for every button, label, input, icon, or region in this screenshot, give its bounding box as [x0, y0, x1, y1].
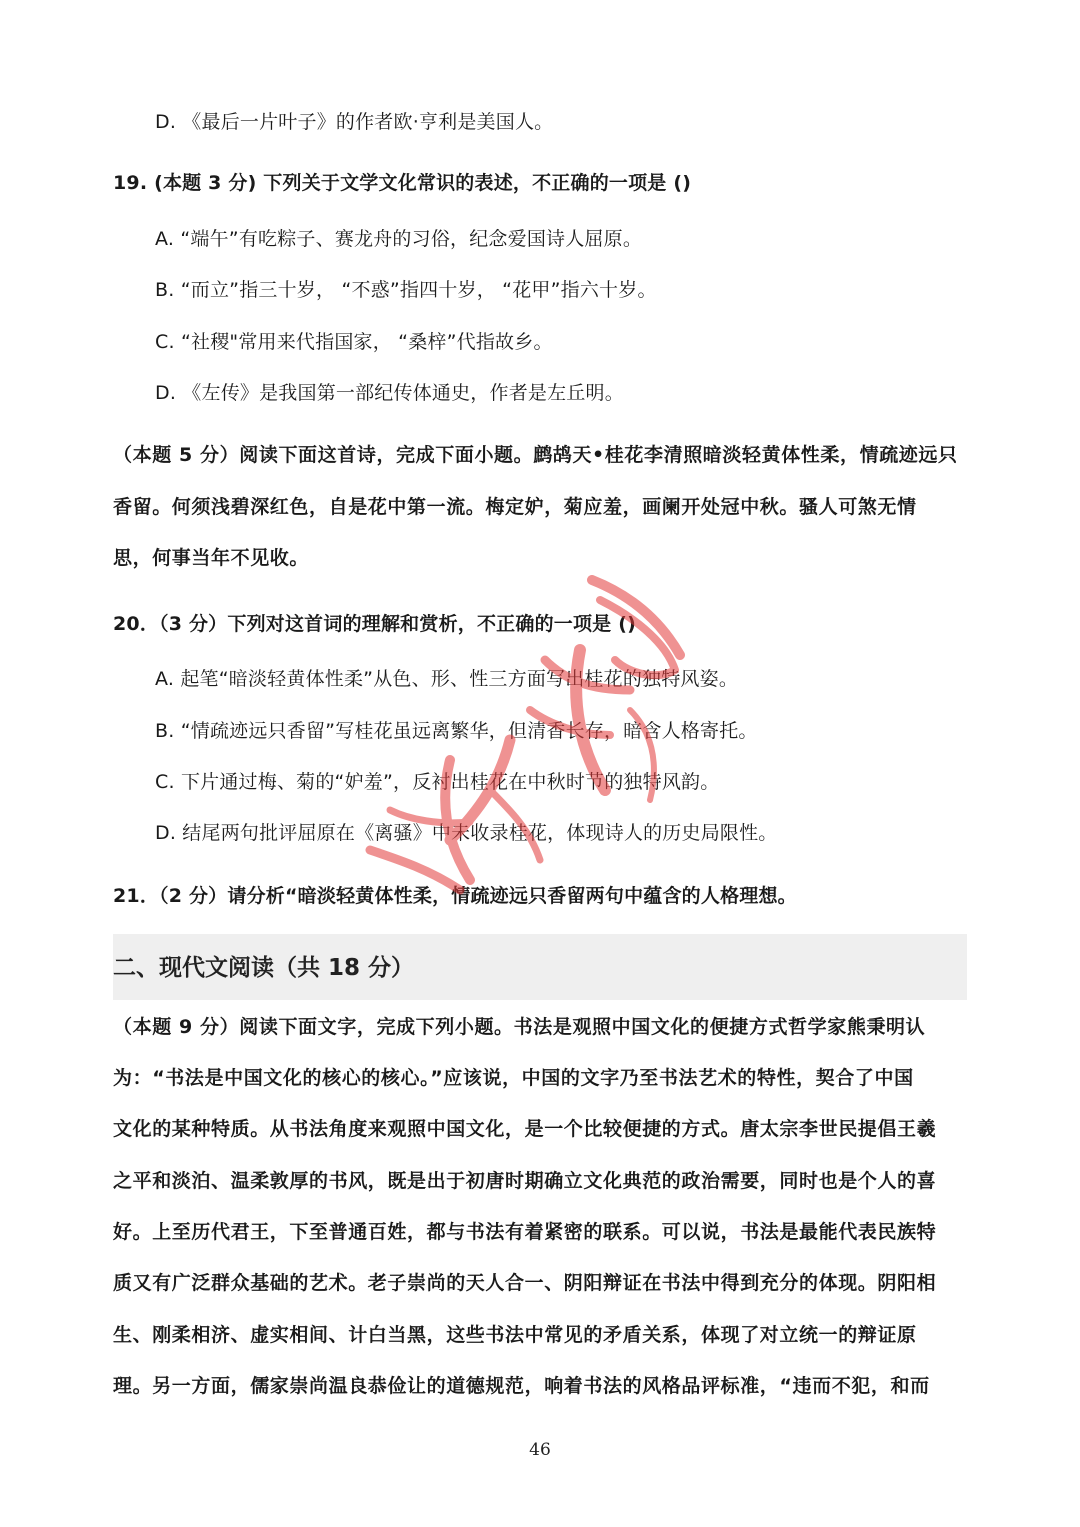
passage-line: 理。另一方面，儒家崇尚温良恭俭让的道德规范，响着书法的风格品评标准，“违而不犯，和而	[113, 1375, 930, 1397]
q20-option-d: D. 结尾两句批评屈原在《离骚》中未收录桂花，体现诗人的历史局限性。	[155, 822, 778, 844]
q20-option-b: B. “情疏迹远只香留”写桂花虽远离繁华，但清香长存，暗含人格寄托。	[155, 720, 758, 742]
q19-stem: 19. (本题 3 分) 下列关于文学文化常识的表述，不正确的一项是 ()	[113, 172, 692, 194]
q20-option-c: C. 下片通过梅、菊的“妒羞”，反衬出桂花在中秋时节的独特风韵。	[155, 771, 720, 793]
page-number: 46	[529, 1440, 551, 1460]
passage-line: 生、刚柔相济、虚实相间、计白当黑，这些书法中常见的矛盾关系，体现了对立统一的辩证原	[113, 1324, 917, 1346]
passage-line: 之平和淡泊、温柔敦厚的书风，既是出于初唐时期确立文化典范的政治需要，同时也是个人的喜	[113, 1170, 937, 1192]
q21-stem: 21．（2 分）请分析“暗淡轻黄体性柔，情疏迹远只香留两句中蕴含的人格理想。	[113, 885, 797, 907]
passage-line: 好。上至历代君王，下至普通百姓，都与书法有着紧密的联系。可以说，书法是最能代表民族特	[113, 1221, 937, 1243]
q19-option-d: D. 《左传》是我国第一部纪传体通史，作者是左丘明。	[155, 382, 624, 404]
poem-line: 思，何事当年不见收。	[113, 547, 310, 569]
passage-line: 文化的某种特质。从书法角度来观照中国文化，是一个比较便捷的方式。唐太宗李世民提倡王羲	[113, 1118, 937, 1140]
q18-option-d: D. 《最后一片叶子》的作者欧·亨利是美国人。	[155, 111, 554, 133]
poem-line: （本题 5 分）阅读下面这首诗，完成下面小题。鹧鸪天•桂花李清照暗淡轻黄体性柔，情疏迹远只	[113, 444, 958, 466]
q19-option-a: A. “端午”有吃粽子、赛龙舟的习俗，纪念爱国诗人屈原。	[155, 228, 643, 250]
q20-stem: 20．（3 分）下列对这首词的理解和赏析，不正确的一项是 ()	[113, 613, 636, 635]
passage-line: （本题 9 分）阅读下面文字，完成下列小题。书法是观照中国文化的便捷方式哲学家熊秉明认	[113, 1016, 926, 1038]
passage-line: 为：“书法是中国文化的核心的核心。”应该说，中国的文字乃至书法艺术的特性，契合了中国	[113, 1067, 914, 1089]
poem-line: 香留。何须浅碧深红色，自是花中第一流。梅定妒，菊应羞，画阑开处冠中秋。骚人可煞无情	[113, 496, 917, 518]
passage-line: 质又有广泛群众基础的艺术。老子崇尚的天人合一、阴阳辩证在书法中得到充分的体现。阴阳相	[113, 1272, 937, 1294]
q19-option-c: C. “社稷"常用来代指国家， “桑梓”代指故乡。	[155, 331, 553, 353]
section-title: 二、现代文阅读（共 18 分）	[113, 955, 415, 981]
q19-option-b: B. “而立”指三十岁， “不惑”指四十岁， “花甲”指六十岁。	[155, 279, 657, 301]
q20-option-a: A. 起笔“暗淡轻黄体性柔”从色、形、性三方面写出桂花的独特风姿。	[155, 668, 739, 690]
